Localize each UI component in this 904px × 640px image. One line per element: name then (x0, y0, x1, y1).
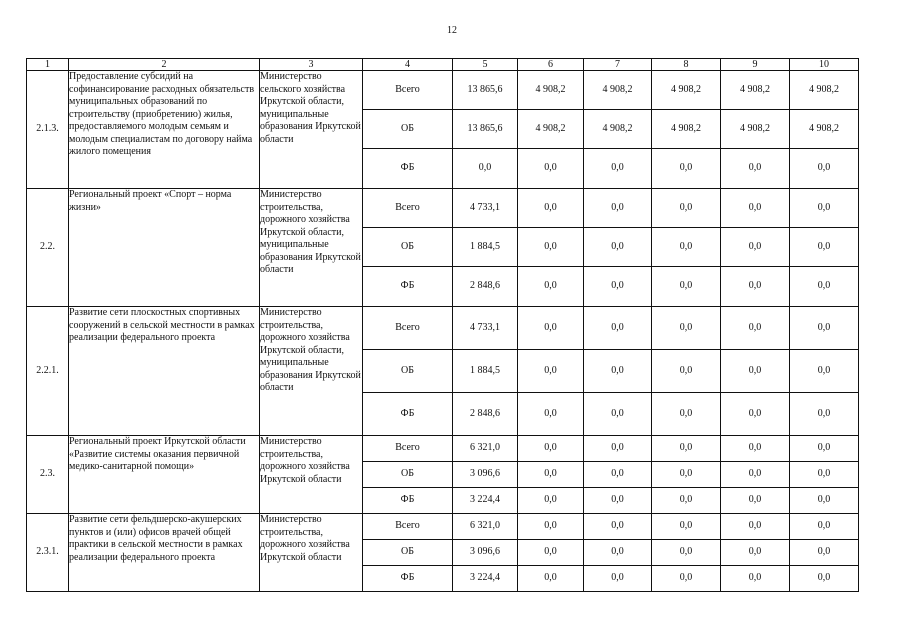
year-amount: 0,0 (584, 267, 652, 307)
funding-source: ФБ (363, 393, 453, 436)
total-amount: 1 884,5 (453, 350, 518, 393)
column-header: 9 (721, 59, 790, 71)
year-amount: 0,0 (652, 436, 721, 462)
year-amount: 0,0 (721, 350, 790, 393)
year-amount: 4 908,2 (584, 110, 652, 149)
column-header: 7 (584, 59, 652, 71)
year-amount: 0,0 (518, 228, 584, 267)
year-amount: 0,0 (721, 488, 790, 514)
item-executor: Министерство строительства, дорожного хозяйства Иркутской области, муниципальные образования Иркутской области (260, 189, 363, 307)
year-amount: 0,0 (721, 514, 790, 540)
funding-source: Всего (363, 307, 453, 350)
year-amount: 0,0 (584, 307, 652, 350)
year-amount: 0,0 (790, 149, 859, 189)
year-amount: 0,0 (721, 393, 790, 436)
funding-source: Всего (363, 436, 453, 462)
year-amount: 0,0 (518, 307, 584, 350)
total-amount: 13 865,6 (453, 110, 518, 149)
year-amount: 0,0 (652, 267, 721, 307)
year-amount: 0,0 (584, 189, 652, 228)
funding-source: ФБ (363, 566, 453, 592)
year-amount: 0,0 (584, 514, 652, 540)
total-amount: 2 848,6 (453, 393, 518, 436)
item-executor: Министерство строительства, дорожного хозяйства Иркутской области, муниципальные образования Иркутской области (260, 307, 363, 436)
year-amount: 0,0 (721, 540, 790, 566)
total-amount: 2 848,6 (453, 267, 518, 307)
funding-source: ФБ (363, 488, 453, 514)
total-amount: 3 224,4 (453, 488, 518, 514)
year-amount: 4 908,2 (790, 71, 859, 110)
year-amount: 0,0 (721, 149, 790, 189)
year-amount: 0,0 (652, 149, 721, 189)
total-amount: 6 321,0 (453, 514, 518, 540)
funding-source: Всего (363, 71, 453, 110)
table-row (27, 436, 859, 462)
total-amount: 3 224,4 (453, 566, 518, 592)
total-amount: 13 865,6 (453, 71, 518, 110)
table-row (27, 189, 859, 228)
year-amount: 0,0 (584, 228, 652, 267)
year-amount: 0,0 (584, 149, 652, 189)
year-amount: 0,0 (518, 393, 584, 436)
year-amount: 0,0 (721, 462, 790, 488)
year-amount: 0,0 (790, 267, 859, 307)
year-amount: 0,0 (721, 267, 790, 307)
column-header: 8 (652, 59, 721, 71)
year-amount: 0,0 (518, 488, 584, 514)
year-amount: 0,0 (721, 228, 790, 267)
year-amount: 0,0 (652, 488, 721, 514)
column-header: 3 (260, 59, 363, 71)
year-amount: 0,0 (652, 350, 721, 393)
year-amount: 0,0 (652, 540, 721, 566)
item-executor: Министерство строительства, дорожного хозяйства Иркутской области (260, 436, 363, 514)
year-amount: 0,0 (652, 566, 721, 592)
page-number: 12 (447, 25, 457, 36)
funding-source: ОБ (363, 228, 453, 267)
item-number: 2.2.1. (27, 307, 69, 436)
year-amount: 0,0 (518, 436, 584, 462)
column-header: 5 (453, 59, 518, 71)
year-amount: 4 908,2 (790, 110, 859, 149)
total-amount: 4 733,1 (453, 307, 518, 350)
item-name: Региональный проект «Спорт – норма жизни» (69, 189, 260, 307)
year-amount: 0,0 (584, 436, 652, 462)
funding-source: ФБ (363, 149, 453, 189)
total-amount: 3 096,6 (453, 540, 518, 566)
column-header: 2 (69, 59, 260, 71)
year-amount: 4 908,2 (584, 71, 652, 110)
year-amount: 4 908,2 (652, 71, 721, 110)
column-header: 1 (27, 59, 69, 71)
table-row (27, 307, 859, 350)
year-amount: 0,0 (721, 189, 790, 228)
year-amount: 0,0 (790, 462, 859, 488)
budget-table (26, 58, 859, 592)
total-amount: 1 884,5 (453, 228, 518, 267)
year-amount: 0,0 (721, 566, 790, 592)
year-amount: 0,0 (790, 540, 859, 566)
year-amount: 0,0 (652, 393, 721, 436)
item-name: Предоставление субсидий на софинансирование расходных обязательств муниципальных образований по строительству (приобретению) жилья, предоставляемого молодым семьям и молодым специалистам по договору найма жилого помещения (69, 71, 260, 189)
year-amount: 0,0 (721, 436, 790, 462)
funding-source: ОБ (363, 110, 453, 149)
total-amount: 3 096,6 (453, 462, 518, 488)
year-amount: 0,0 (518, 514, 584, 540)
total-amount: 6 321,0 (453, 436, 518, 462)
year-amount: 0,0 (652, 189, 721, 228)
year-amount: 0,0 (790, 393, 859, 436)
year-amount: 0,0 (790, 228, 859, 267)
item-name: Региональный проект Иркутской области «Развитие системы оказания первичной медико-санитарной помощи» (69, 436, 260, 514)
item-number: 2.2. (27, 189, 69, 307)
year-amount: 0,0 (652, 514, 721, 540)
column-header: 10 (790, 59, 859, 71)
year-amount: 0,0 (518, 350, 584, 393)
funding-source: ОБ (363, 462, 453, 488)
funding-source: Всего (363, 189, 453, 228)
year-amount: 4 908,2 (652, 110, 721, 149)
total-amount: 4 733,1 (453, 189, 518, 228)
year-amount: 4 908,2 (721, 110, 790, 149)
year-amount: 0,0 (518, 566, 584, 592)
funding-source: ФБ (363, 267, 453, 307)
item-number: 2.3. (27, 436, 69, 514)
funding-source: Всего (363, 514, 453, 540)
funding-source: ОБ (363, 350, 453, 393)
year-amount: 0,0 (518, 540, 584, 566)
year-amount: 0,0 (518, 189, 584, 228)
year-amount: 0,0 (652, 307, 721, 350)
year-amount: 4 908,2 (518, 110, 584, 149)
table-row (27, 71, 859, 110)
total-amount: 0,0 (453, 149, 518, 189)
year-amount: 0,0 (790, 436, 859, 462)
item-number: 2.1.3. (27, 71, 69, 189)
year-amount: 0,0 (518, 267, 584, 307)
year-amount: 0,0 (790, 350, 859, 393)
year-amount: 0,0 (790, 514, 859, 540)
item-number: 2.3.1. (27, 514, 69, 592)
year-amount: 4 908,2 (518, 71, 584, 110)
year-amount: 0,0 (790, 566, 859, 592)
year-amount: 4 908,2 (721, 71, 790, 110)
year-amount: 0,0 (790, 488, 859, 514)
item-executor: Министерство сельского хозяйства Иркутской области, муниципальные образования Иркутской области (260, 71, 363, 189)
year-amount: 0,0 (584, 350, 652, 393)
item-executor: Министерство строительства, дорожного хозяйства Иркутской области (260, 514, 363, 592)
year-amount: 0,0 (518, 462, 584, 488)
item-name: Развитие сети фельдшерско-акушерских пунктов и (или) офисов врачей общей практики в сельской местности в рамках реализации федерального проекта (69, 514, 260, 592)
year-amount: 0,0 (584, 393, 652, 436)
year-amount: 0,0 (584, 462, 652, 488)
year-amount: 0,0 (790, 189, 859, 228)
year-amount: 0,0 (652, 228, 721, 267)
year-amount: 0,0 (584, 488, 652, 514)
funding-source: ОБ (363, 540, 453, 566)
item-name: Развитие сети плоскостных спортивных сооружений в сельской местности в рамках реализации федерального проекта (69, 307, 260, 436)
year-amount: 0,0 (518, 149, 584, 189)
year-amount: 0,0 (652, 462, 721, 488)
column-header: 4 (363, 59, 453, 71)
column-header: 6 (518, 59, 584, 71)
year-amount: 0,0 (584, 566, 652, 592)
table-row (27, 514, 859, 540)
year-amount: 0,0 (584, 540, 652, 566)
column-number-row (27, 59, 859, 71)
year-amount: 0,0 (721, 307, 790, 350)
year-amount: 0,0 (790, 307, 859, 350)
